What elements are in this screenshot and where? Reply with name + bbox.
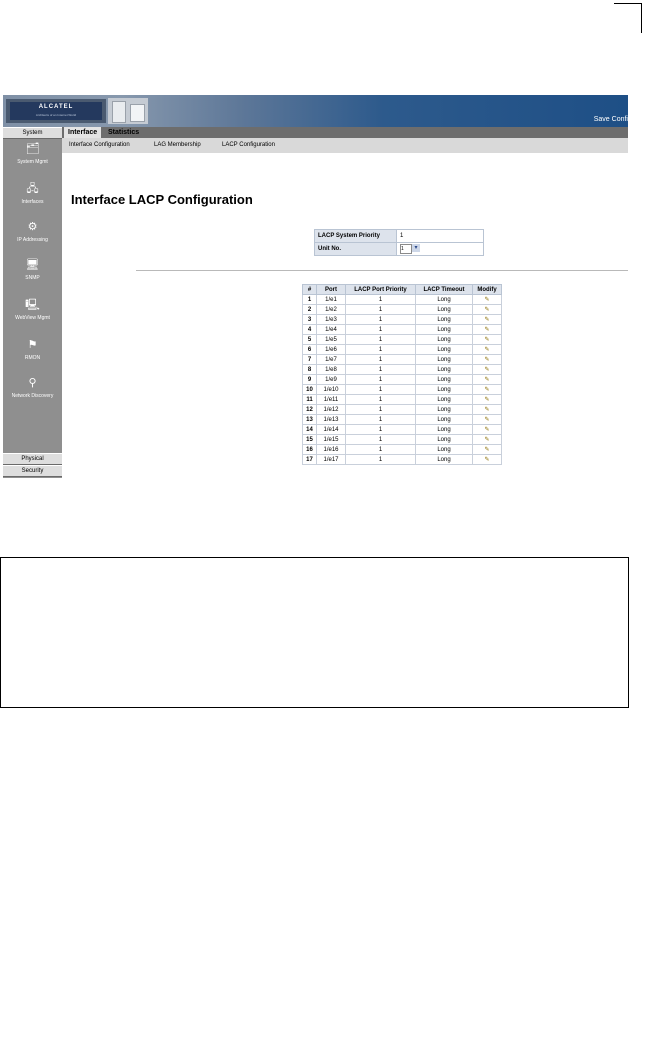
timeout-cell: Long [416,375,473,385]
webview-icon: 🖳 [25,299,40,311]
link-lag-membership[interactable]: LAG Membership [154,142,201,148]
column-header-timeout: LACP Timeout [416,285,473,295]
left-navigation [3,127,62,478]
priority-cell: 1 [346,415,416,425]
row-index: 6 [303,345,317,355]
priority-cell: 1 [346,325,416,335]
port-cell: 1/e14 [317,425,346,435]
link-interface-configuration[interactable]: Interface Configuration [69,142,130,148]
priority-cell: 1 [346,365,416,375]
nav-item-ip-addressing[interactable]: ⚙ IP Addressing [17,221,48,243]
edit-icon[interactable]: ✎ [473,385,502,395]
timeout-cell: Long [416,445,473,455]
section-divider [136,270,628,271]
column-header-priority: LACP Port Priority [346,285,416,295]
edit-icon[interactable]: ✎ [473,455,502,465]
link-lacp-configuration[interactable]: LACP Configuration [222,142,275,148]
priority-cell: 1 [346,295,416,305]
lacp-port-table [302,284,502,465]
column-header-index: # [303,285,317,295]
edit-icon[interactable]: ✎ [473,315,502,325]
nav-tab-physical[interactable]: Physical [3,453,62,465]
row-index: 7 [303,355,317,365]
priority-cell: 1 [346,425,416,435]
timeout-cell: Long [416,345,473,355]
unit-no-select[interactable]: 1 [400,244,412,254]
row-index: 11 [303,395,317,405]
row-index: 2 [303,305,317,315]
table-row [303,305,502,315]
lacp-system-form [314,229,484,256]
banner [3,95,628,127]
system-mgmt-icon: 🗂 [25,143,40,155]
priority-cell: 1 [346,315,416,325]
table-row [303,445,502,455]
page-corner-mark-horizontal [614,3,642,4]
priority-cell: 1 [346,395,416,405]
timeout-cell: Long [416,415,473,425]
timeout-cell: Long [416,365,473,375]
table-row [303,315,502,325]
row-index: 16 [303,445,317,455]
screenshot-frame [3,95,628,478]
port-cell: 1/e11 [317,395,346,405]
timeout-cell: Long [416,435,473,445]
table-row [303,435,502,445]
port-cell: 1/e9 [317,375,346,385]
row-index: 14 [303,425,317,435]
port-cell: 1/e4 [317,325,346,335]
row-index: 5 [303,335,317,345]
priority-cell: 1 [346,385,416,395]
priority-cell: 1 [346,445,416,455]
row-index: 9 [303,375,317,385]
row-index: 17 [303,455,317,465]
priority-cell: 1 [346,345,416,355]
port-cell: 1/e8 [317,365,346,375]
table-row [303,425,502,435]
sub-navigation [62,138,628,153]
table-row [303,365,502,375]
edit-icon[interactable]: ✎ [473,435,502,445]
table-row [303,355,502,365]
table-row [303,415,502,425]
priority-cell: 1 [346,335,416,345]
timeout-cell: Long [416,355,473,365]
port-cell: 1/e3 [317,315,346,325]
port-cell: 1/e5 [317,335,346,345]
edit-icon[interactable]: ✎ [473,355,502,365]
timeout-cell: Long [416,315,473,325]
timeout-cell: Long [416,325,473,335]
port-cell: 1/e10 [317,385,346,395]
table-row [303,345,502,355]
port-cell: 1/e2 [317,305,346,315]
system-priority-label: LACP System Priority [315,230,397,243]
port-cell: 1/e7 [317,355,346,365]
edit-icon[interactable]: ✎ [473,375,502,385]
timeout-cell: Long [416,455,473,465]
save-config-link[interactable]: Save Confi [593,116,628,123]
snmp-icon: 🖥 [25,259,40,271]
row-index: 15 [303,435,317,445]
top-tab-bar [62,127,628,138]
timeout-cell: Long [416,335,473,345]
edit-icon[interactable]: ✎ [473,295,502,305]
unit-no-cell [397,243,484,256]
tab-statistics[interactable]: Statistics [108,129,140,136]
port-cell: 1/e13 [317,415,346,425]
port-cell: 1/e15 [317,435,346,445]
priority-cell: 1 [346,435,416,445]
timeout-cell: Long [416,395,473,405]
edit-icon[interactable]: ✎ [473,395,502,405]
edit-icon[interactable]: ✎ [473,415,502,425]
port-cell: 1/e12 [317,405,346,415]
priority-cell: 1 [346,405,416,415]
table-row [303,455,502,465]
nav-item-network-discovery[interactable]: ⚲ Network Discovery [11,377,54,399]
column-header-port: Port [317,285,346,295]
table-row [303,335,502,345]
port-cell: 1/e6 [317,345,346,355]
edit-icon[interactable]: ✎ [473,325,502,335]
nav-item-webview-mgmt[interactable]: 🖳 WebView Mgmt [15,299,50,321]
chevron-down-icon[interactable]: ▾ [412,244,420,252]
note-box [0,557,629,708]
alcatel-logo: ALCATEL Architects of an Internet World [10,102,102,120]
interfaces-icon: 🖧 [26,183,39,195]
tab-interface[interactable]: Interface [64,127,101,138]
nav-item-snmp[interactable]: 🖥 SNMP [25,259,40,281]
port-cell: 1/e1 [317,295,346,305]
edit-icon[interactable]: ✎ [473,365,502,375]
row-index: 10 [303,385,317,395]
edit-icon[interactable]: ✎ [473,345,502,355]
row-index: 13 [303,415,317,425]
priority-cell: 1 [346,305,416,315]
network-discovery-icon: ⚲ [28,377,37,389]
system-priority-field[interactable]: 1 [397,230,484,243]
row-index: 8 [303,365,317,375]
nav-tab-system[interactable]: System [3,127,62,139]
table-row [303,375,502,385]
edit-icon[interactable]: ✎ [473,445,502,455]
table-row [303,385,502,395]
table-row [303,405,502,415]
unit-no-label: Unit No. [315,243,397,256]
banner-device-illustration [108,98,148,124]
priority-cell: 1 [346,455,416,465]
row-index: 1 [303,295,317,305]
row-index: 12 [303,405,317,415]
row-index: 4 [303,325,317,335]
column-header-modify: Modify [473,285,502,295]
nav-item-system-mgmt[interactable]: 🗂 System Mgmt [17,143,48,165]
table-row [303,395,502,405]
timeout-cell: Long [416,305,473,315]
nav-item-rmon[interactable]: ⚑ RMON [24,339,41,361]
port-cell: 1/e16 [317,445,346,455]
edit-icon[interactable]: ✎ [473,305,502,315]
page-corner-mark-vertical [641,3,642,33]
timeout-cell: Long [416,425,473,435]
edit-icon[interactable]: ✎ [473,425,502,435]
edit-icon[interactable]: ✎ [473,335,502,345]
priority-cell: 1 [346,375,416,385]
table-row [303,325,502,335]
edit-icon[interactable]: ✎ [473,405,502,415]
ip-addressing-icon: ⚙ [27,221,38,233]
timeout-cell: Long [416,295,473,305]
port-cell: 1/e17 [317,455,346,465]
priority-cell: 1 [346,355,416,365]
timeout-cell: Long [416,385,473,395]
page-title: Interface LACP Configuration [71,192,253,207]
timeout-cell: Long [416,405,473,415]
row-index: 3 [303,315,317,325]
rmon-icon: ⚑ [27,339,38,351]
nav-item-interfaces[interactable]: 🖧 Interfaces [21,183,44,205]
table-row [303,295,502,305]
nav-tab-security[interactable]: Security [3,465,62,477]
